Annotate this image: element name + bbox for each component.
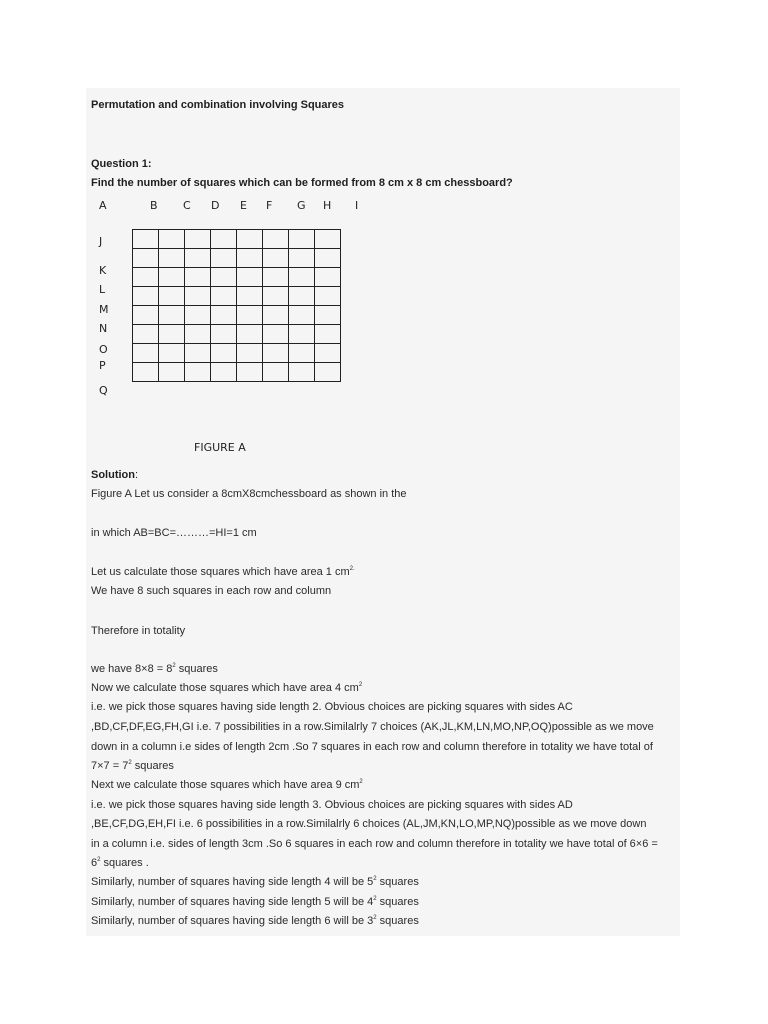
solution-heading	[91, 468, 138, 482]
grid-cell	[211, 344, 237, 363]
grid-cell	[289, 268, 315, 287]
grid-cell	[159, 363, 185, 382]
text-part: 6	[91, 857, 98, 869]
grid-cell	[263, 363, 289, 382]
grid-cell	[237, 268, 263, 287]
text-part: squares	[376, 876, 419, 888]
grid-cell	[133, 230, 159, 249]
grid-cell	[289, 325, 315, 344]
top-label: H	[323, 199, 332, 212]
grid-cell	[185, 306, 211, 325]
grid-cell	[289, 249, 315, 268]
text-line: in which AB=BC=………=HI=1 cm	[91, 527, 257, 539]
grid-cell	[263, 230, 289, 249]
question-text: Find the number of squares which can be formed from 8 cm x 8 cm chessboard?	[91, 177, 513, 189]
grid-cell	[133, 325, 159, 344]
text-line	[91, 681, 362, 695]
grid-cell	[315, 306, 341, 325]
figure-caption: FIGURE A	[194, 441, 246, 454]
solution-heading-text: Solution	[91, 469, 135, 481]
grid-cell	[211, 363, 237, 382]
superscript: 2.	[349, 566, 355, 572]
text-line	[91, 895, 419, 909]
grid-cell	[289, 363, 315, 382]
grid-cell	[185, 268, 211, 287]
top-label: G	[297, 199, 306, 212]
grid-cell	[185, 344, 211, 363]
text-line: We have 8 such squares in each row and column	[91, 585, 332, 597]
top-label: B	[150, 199, 158, 212]
text-part: we have 8×8 = 8	[91, 663, 173, 675]
grid-cell	[315, 249, 341, 268]
superscript: 2	[359, 779, 363, 785]
text-line: in a column i.e. sides of length 3cm .So 6 squares in each row and column therefore in totality we have total of 6×6 =	[91, 838, 658, 850]
grid-row	[133, 230, 341, 249]
top-label: E	[240, 199, 247, 212]
text-part: squares	[376, 896, 419, 908]
top-label: C	[183, 199, 191, 212]
grid-row	[133, 325, 341, 344]
grid-cell	[237, 344, 263, 363]
text-line: ,BE,CF,DG,EH,FI i.e. 6 possibilities in a row.Similalrly 6 choices (AL,JM,KN,LO,MP,NQ)possible as we move down	[91, 818, 647, 830]
text-part: Similarly, number of squares having side length 6 will be 3	[91, 915, 374, 927]
grid-cell	[263, 344, 289, 363]
grid-cell	[315, 287, 341, 306]
text-part: squares .	[100, 857, 149, 869]
grid-row	[133, 363, 341, 382]
side-label: L	[99, 283, 106, 296]
grid-cell	[315, 363, 341, 382]
grid-cell	[133, 268, 159, 287]
grid-cell	[211, 268, 237, 287]
text-part: Now we calculate those squares which have area 4 cm	[91, 682, 359, 694]
superscript: 2	[373, 896, 377, 902]
grid-row	[133, 249, 341, 268]
grid-cell	[237, 230, 263, 249]
grid-cell	[289, 344, 315, 363]
grid-cell	[211, 325, 237, 344]
grid-cell	[159, 230, 185, 249]
grid-cell	[159, 306, 185, 325]
grid-cell	[263, 287, 289, 306]
superscript: 2	[97, 857, 101, 863]
grid-cell	[315, 325, 341, 344]
text-line	[91, 914, 419, 928]
grid-cell	[133, 306, 159, 325]
text-line	[91, 778, 363, 792]
side-label: N	[99, 322, 108, 335]
grid-cell	[133, 249, 159, 268]
grid-cell	[133, 287, 159, 306]
side-label: P	[99, 359, 106, 372]
text-line	[91, 565, 355, 579]
grid-cell	[159, 287, 185, 306]
grid-cell	[159, 344, 185, 363]
grid-cell	[133, 344, 159, 363]
grid-cell	[263, 249, 289, 268]
text-part: Next we calculate those squares which have area 9 cm	[91, 779, 360, 791]
text-line: Figure A Let us consider a 8cmX8cmchessboard as shown in the	[91, 488, 407, 500]
top-label: D	[211, 199, 220, 212]
grid-cell	[315, 230, 341, 249]
text-part: Similarly, number of squares having side length 4 will be 5	[91, 876, 374, 888]
text-line	[91, 875, 419, 889]
grid-cell	[159, 249, 185, 268]
grid-row	[133, 344, 341, 363]
grid-cell	[315, 268, 341, 287]
grid-cell	[263, 268, 289, 287]
side-label: O	[99, 343, 108, 356]
grid-cell	[315, 344, 341, 363]
grid-cell	[289, 287, 315, 306]
grid-cell	[237, 249, 263, 268]
grid-cell	[211, 287, 237, 306]
grid-cell	[185, 230, 211, 249]
text-part: squares	[376, 915, 419, 927]
solution-heading-colon: :	[135, 469, 139, 481]
text-line: down in a column i.e sides of length 2cm .So 7 squares in each row and column therefore in totality we have total of	[91, 741, 653, 753]
text-part: squares	[131, 760, 174, 772]
grid-cell	[237, 363, 263, 382]
side-label: K	[99, 264, 107, 277]
grid-cell	[133, 363, 159, 382]
grid-cell	[159, 325, 185, 344]
grid-cell	[211, 230, 237, 249]
side-label: J	[99, 235, 103, 248]
text-part: squares	[175, 663, 218, 675]
grid-cell	[289, 306, 315, 325]
grid-row	[133, 287, 341, 306]
text-line	[91, 759, 174, 773]
text-line: ,BD,CF,DF,EG,FH,GI i.e. 7 possibilities in a row.Similalrly 7 choices (AK,JL,KM,LN,MO,NP,OQ)possible as we move	[91, 721, 654, 733]
superscript: 2	[373, 915, 377, 921]
text-part: Similarly, number of squares having side length 5 will be 4	[91, 896, 374, 908]
superscript: 2	[172, 663, 176, 669]
grid-cell	[211, 249, 237, 268]
superscript: 2	[373, 876, 377, 882]
text-line: i.e. we pick those squares having side length 3. Obvious choices are picking squares with sides AD	[91, 799, 573, 811]
text-line	[91, 662, 218, 676]
side-label: M	[99, 303, 109, 316]
chessboard-grid	[132, 229, 341, 382]
question-heading: Question 1:	[91, 158, 152, 170]
grid-cell	[289, 230, 315, 249]
grid-row	[133, 268, 341, 287]
text-part: Let us calculate those squares which have area 1 cm	[91, 566, 350, 578]
text-line	[91, 856, 149, 870]
grid-cell	[159, 268, 185, 287]
side-label: Q	[99, 384, 108, 397]
page-title: Permutation and combination involving Squares	[91, 99, 345, 111]
grid-row	[133, 306, 341, 325]
grid-cell	[263, 325, 289, 344]
grid-cell	[185, 249, 211, 268]
top-label: I	[355, 199, 359, 212]
grid-cell	[237, 306, 263, 325]
grid-cell	[185, 287, 211, 306]
top-label: F	[266, 199, 273, 212]
grid-cell	[237, 325, 263, 344]
grid-cell	[185, 363, 211, 382]
grid-cell	[237, 287, 263, 306]
superscript: 2	[358, 682, 363, 688]
top-label: A	[99, 199, 107, 212]
grid-cell	[263, 306, 289, 325]
grid-cell	[185, 325, 211, 344]
superscript: 2	[128, 760, 132, 766]
text-line: Therefore in totality	[91, 625, 186, 637]
grid-cell	[211, 306, 237, 325]
text-line: i.e. we pick those squares having side length 2. Obvious choices are picking squares with sides AC	[91, 701, 573, 713]
text-part: 7×7 = 7	[91, 760, 129, 772]
